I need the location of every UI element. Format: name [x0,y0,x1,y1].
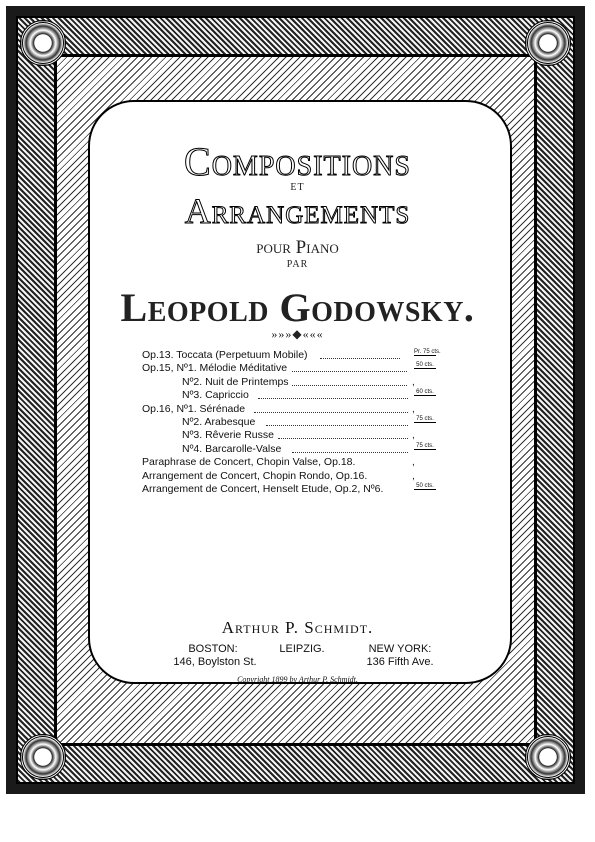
publisher-name: Arthur P. Schmidt. [221,618,374,637]
title-line-1: Compositions [184,139,411,184]
list-item: Arrangement de Concert, Henselt Etude, Op.2, Nº6. 50 cts. [142,483,460,496]
copyright-notice: Copyright 1899 by Arthur P. Schmidt. [237,675,358,684]
list-item: Paraphrase de Concert, Chopin Valse, Op.18. , [142,456,415,469]
list-item: Nº2. Arabesque 75 cts. [142,416,460,429]
title-et: ET [290,182,305,193]
corner-rosette-icon [20,734,66,780]
city-boston: BOSTON: [188,643,238,655]
works-list [142,349,460,496]
ornament-divider-icon: »»»◆««« [271,327,324,341]
city-leipzig: LEIPZIG. [279,643,325,655]
list-item: Op.13. Toccata (Perpetuum Mobile) Pr. 75 cts. [142,349,441,361]
address-boston: 146, Boylston St. [173,656,257,668]
list-item: Op.16, Nº1. Sérénade , [142,402,415,415]
corner-rosette-icon [20,20,66,66]
list-item: Nº4. Barcarolle-Valse 75 cts. [142,443,460,456]
list-item: Op.15, Nº1. Mélodie Méditative 50 cts. [142,362,460,375]
address-new-york: 136 Fifth Ave. [366,656,434,668]
corner-rosette-icon [525,20,571,66]
list-item: Nº2. Nuit de Printemps , [182,375,415,388]
title-pour-piano: pour Piano [256,237,339,258]
list-item: Arrangement de Concert, Chopin Rondo, Op.16. , [142,469,415,482]
composer-name: Leopold Godowsky. [120,285,475,330]
city-new-york: NEW YORK: [368,643,432,655]
list-item: Nº3. Capriccio 60 cts. [142,389,460,402]
title-par: PAR [286,259,309,270]
corner-rosette-icon [525,734,571,780]
list-item: Nº3. Rêverie Russe , [182,429,415,442]
title-line-2: Arrangements [184,191,411,231]
